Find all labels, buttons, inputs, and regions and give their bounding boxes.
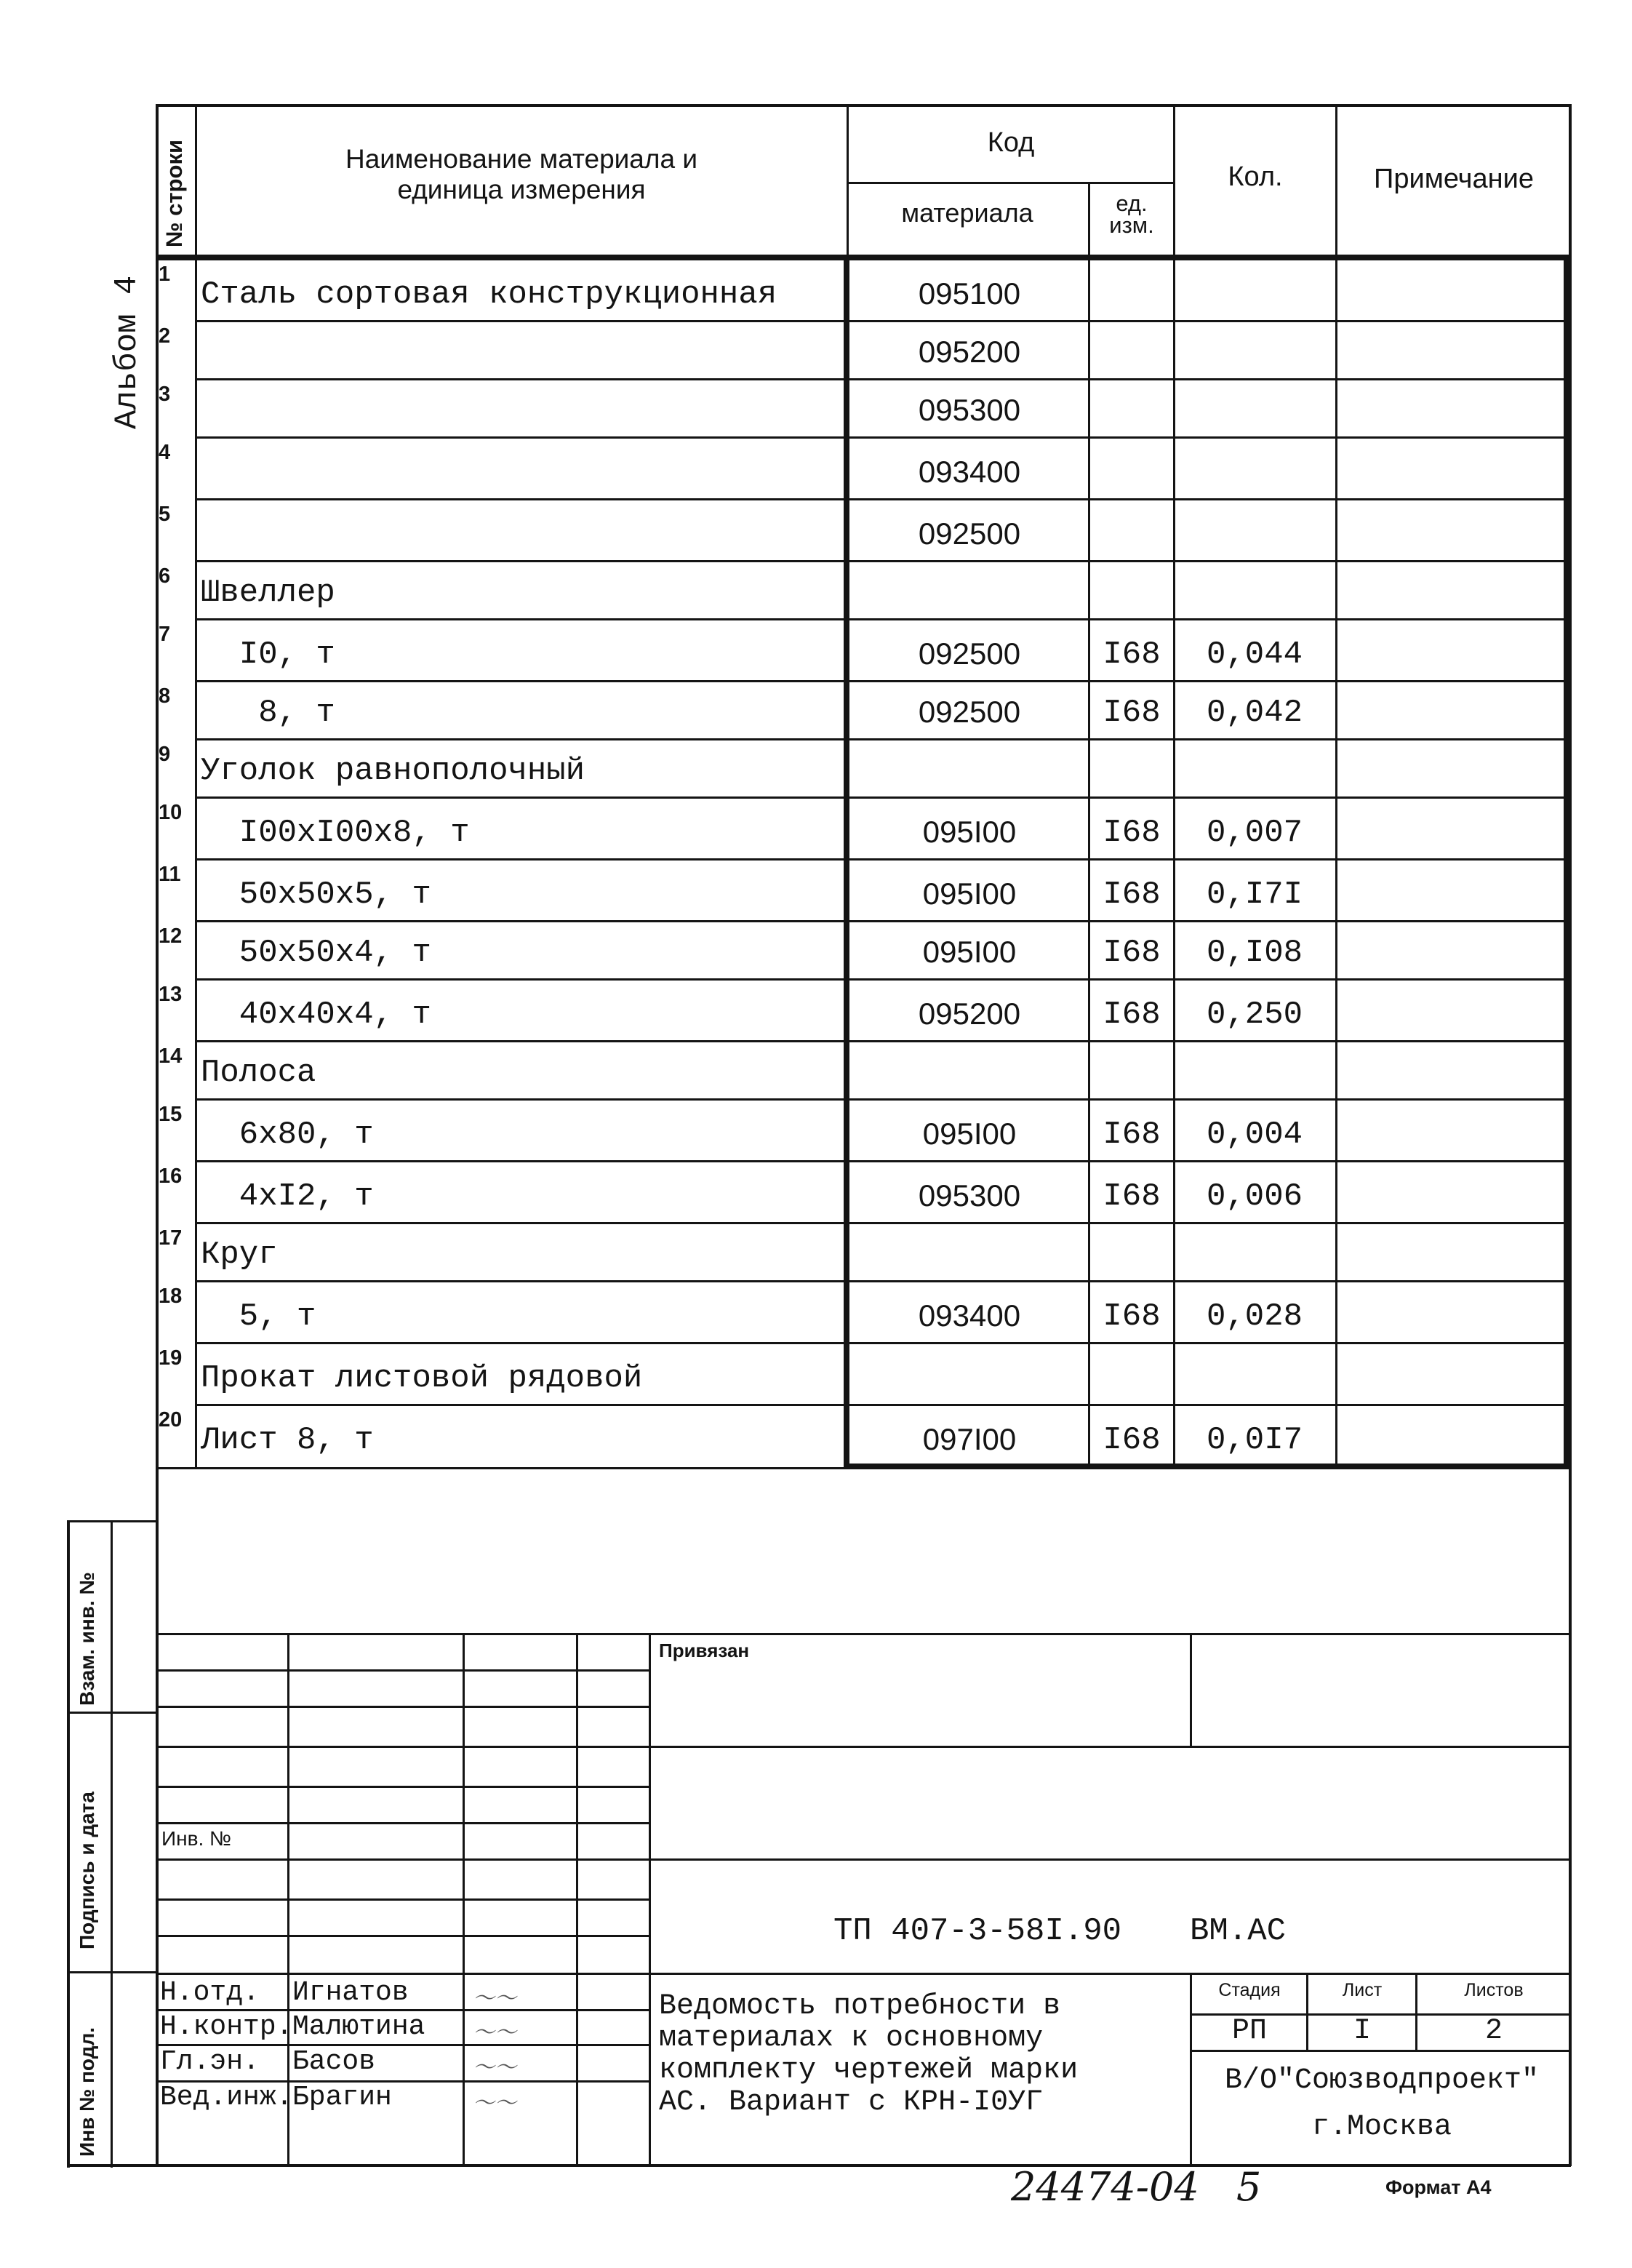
- row-number: 10: [159, 801, 183, 824]
- header-code: Код: [987, 127, 1035, 158]
- row-number: 5: [159, 503, 171, 526]
- side-inv-zam: Взам. инв. №: [76, 1572, 98, 1706]
- privyazan-label: Привязан: [659, 1640, 750, 1661]
- unit-code: I68: [1103, 695, 1161, 731]
- sheets-label: Листов: [1464, 1980, 1524, 2000]
- material-code: 095300: [918, 393, 1021, 427]
- title-line: АС. Вариант с КРН-I0УГ: [659, 2086, 1044, 2119]
- row-number: 15: [159, 1103, 183, 1126]
- quantity: 0,004: [1206, 1117, 1303, 1153]
- unit-code: I68: [1103, 1422, 1161, 1458]
- side-inv-podl: Инв № подл.: [76, 2027, 98, 2157]
- side-sign-date: Подпись и дата: [76, 1792, 98, 1949]
- row-number: 4: [159, 441, 171, 464]
- material-code: 097I00: [922, 1422, 1017, 1456]
- row-number: 19: [159, 1346, 183, 1370]
- row-number: 20: [159, 1408, 183, 1432]
- quantity: 0,006: [1206, 1178, 1303, 1215]
- header-material: материала: [901, 198, 1033, 228]
- row-number: 3: [159, 383, 171, 406]
- stage-label: Стадия: [1218, 1980, 1281, 2000]
- material-code: 095200: [918, 997, 1021, 1031]
- quantity: 0,250: [1206, 997, 1303, 1033]
- row-number: 13: [159, 983, 183, 1006]
- material-code: 092500: [918, 516, 1021, 551]
- unit-code: I68: [1103, 877, 1161, 913]
- title-line: Ведомость потребности в: [659, 1990, 1061, 2023]
- approver-role: Н.отд.: [160, 1977, 260, 2008]
- material-name: Прокат листовой рядовой: [201, 1360, 643, 1397]
- material-code: 093400: [918, 455, 1021, 489]
- row-number: 1: [159, 263, 171, 286]
- material-name: Круг: [201, 1237, 278, 1273]
- document-mark: ВМ.АС: [1190, 1913, 1287, 1949]
- sheets-value: 2: [1484, 2015, 1503, 2048]
- row-number: 7: [159, 623, 171, 646]
- header-qty: Кол.: [1228, 161, 1283, 192]
- approver-role: Н.контр.: [160, 2011, 293, 2043]
- row-number: 2: [159, 324, 171, 348]
- header-unit-1: ед.: [1116, 191, 1148, 216]
- unit-code: I68: [1103, 935, 1161, 971]
- approver-name: Басов: [292, 2046, 376, 2077]
- quantity: 0,044: [1206, 636, 1303, 673]
- quantity: 0,I7I: [1206, 877, 1303, 913]
- material-code: 095300: [918, 1178, 1021, 1213]
- material-code: 095200: [918, 335, 1021, 369]
- material-code: 092500: [918, 695, 1021, 729]
- city: г.Москва: [1311, 2111, 1452, 2144]
- material-name: 8, т: [201, 695, 335, 731]
- material-name: 50x50x5, т: [201, 877, 431, 913]
- unit-code: I68: [1103, 815, 1161, 851]
- approver-role: Вед.инж.: [160, 2082, 293, 2113]
- material-name: 6x80, т: [201, 1117, 374, 1153]
- footer-format: Формат А4: [1385, 2176, 1492, 2198]
- row-number: 12: [159, 925, 183, 948]
- unit-code: I68: [1103, 1117, 1161, 1153]
- header-unit-2: изм.: [1109, 212, 1154, 238]
- approver-signature: 〜〜: [473, 2055, 516, 2080]
- organization: В/О"Союзводпроект": [1224, 2064, 1540, 2097]
- material-code: 095I00: [922, 877, 1017, 911]
- approver-name: Игнатов: [292, 1977, 409, 2008]
- title-line: материалах к основному: [659, 2022, 1044, 2055]
- material-code: 093400: [918, 1298, 1021, 1333]
- row-number: 9: [159, 743, 171, 766]
- material-name: 50x50x4, т: [201, 935, 431, 971]
- material-code: 095I00: [922, 1117, 1017, 1151]
- approver-name: Брагин: [292, 2082, 392, 2113]
- header-name-1: Наименование материала и: [345, 144, 698, 174]
- material-name: Швеллер: [201, 575, 335, 611]
- material-name: Уголок равнополочный: [201, 753, 585, 789]
- quantity: 0,042: [1206, 695, 1303, 731]
- material-name: 5, т: [201, 1298, 316, 1335]
- unit-code: I68: [1103, 1298, 1161, 1335]
- material-name: Сталь сортовая конструкционная: [201, 276, 777, 313]
- inv-no-label: Инв. №: [161, 1827, 232, 1850]
- quantity: 0,007: [1206, 815, 1303, 851]
- approver-role: Гл.эн.: [160, 2046, 260, 2077]
- footer-number: 24474-04: [1011, 2164, 1199, 2210]
- row-number: 6: [159, 564, 171, 588]
- row-number: 14: [159, 1045, 183, 1068]
- material-name: Полоса: [201, 1055, 316, 1091]
- material-code: 092500: [918, 636, 1021, 671]
- title-line: комплекту чертежей марки: [659, 2054, 1079, 2087]
- row-number: 8: [159, 684, 171, 708]
- footer-page: 5: [1236, 2164, 1262, 2210]
- row-number: 17: [159, 1226, 183, 1250]
- unit-code: I68: [1103, 997, 1161, 1033]
- unit-code: I68: [1103, 636, 1161, 673]
- row-number: 18: [159, 1285, 183, 1308]
- material-code: 095I00: [922, 935, 1017, 969]
- header-note: Примечание: [1374, 164, 1534, 194]
- sheet-value: I: [1353, 2015, 1371, 2048]
- material-code: 095100: [918, 276, 1021, 311]
- material-code: 095I00: [922, 815, 1017, 849]
- approver-signature: 〜〜: [473, 2020, 516, 2045]
- material-name: 40x40x4, т: [201, 997, 431, 1033]
- approver-signature: 〜〜: [473, 2091, 516, 2116]
- header-name-2: единица измерения: [397, 175, 646, 204]
- material-name: I0, т: [201, 636, 335, 673]
- document-code: ТП 407-3-58I.90: [833, 1913, 1122, 1949]
- quantity: 0,028: [1206, 1298, 1303, 1335]
- quantity: 0,0I7: [1206, 1422, 1303, 1458]
- material-name: I00xI00x8, т: [201, 815, 470, 851]
- row-number: 11: [159, 863, 181, 886]
- unit-code: I68: [1103, 1178, 1161, 1215]
- material-name: Лист 8, т: [201, 1422, 374, 1458]
- material-name: 4xI2, т: [201, 1178, 374, 1215]
- approver-signature: 〜〜: [473, 1986, 516, 2011]
- sheet-label: Лист: [1342, 1980, 1383, 2000]
- approver-name: Малютина: [292, 2011, 425, 2043]
- album-label: Альбом 4: [109, 275, 145, 429]
- stage-value: РП: [1231, 2015, 1267, 2048]
- quantity: 0,I08: [1206, 935, 1303, 971]
- row-number: 16: [159, 1165, 183, 1188]
